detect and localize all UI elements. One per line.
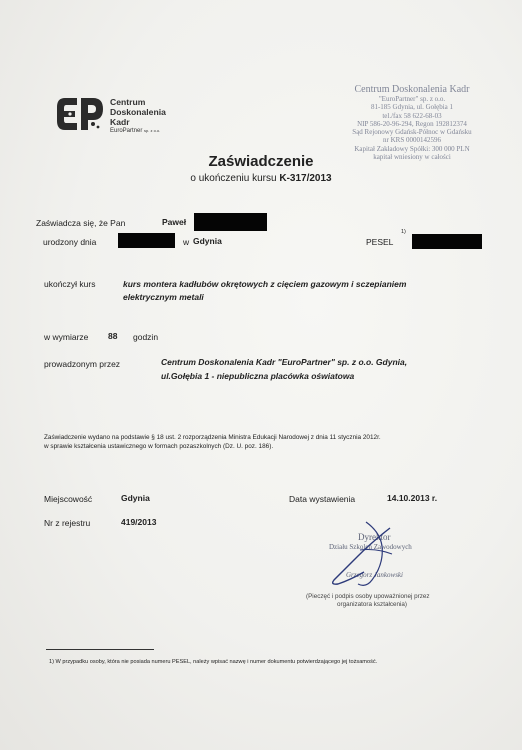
organizer-line-2: ul.Gołębia 1 - niepubliczna placówka oświatowa <box>161 371 355 381</box>
stamp-line-4: tel./fax 58 622-68-03 <box>382 111 442 120</box>
stamp-line-6: Sąd Rejonowy Gdańsk-Północ w Gdańsku <box>352 128 472 137</box>
hours-value: 88 <box>108 331 118 341</box>
logo-line-3: Kadr <box>110 117 130 127</box>
register-label: Nr z rejestru <box>44 518 91 528</box>
logo-line-2: Doskonalenia <box>110 107 166 117</box>
stamp-line-9: kapitał wniesiony w całości <box>373 153 451 162</box>
hours-unit: godzin <box>133 332 159 342</box>
course-code: K-317/2013 <box>279 173 332 184</box>
signature-stamp-name: Grzegorz Jankowski <box>346 571 403 579</box>
logo-subtitle <box>110 128 160 134</box>
issue-date-label: Data wystawienia <box>289 494 356 504</box>
logo-line-1: Centrum <box>110 97 146 107</box>
completed-label: ukończył kurs <box>44 279 96 289</box>
document-title: Zaświadczenie <box>208 153 314 170</box>
course-name-line-2: elektrycznym metali <box>123 292 204 302</box>
stamp-line-3: 81-185 Gdynia, ul. Gołębia 1 <box>370 103 454 112</box>
stamp-line-7: nr KRS 0000142596 <box>383 136 441 145</box>
redacted-pesel <box>412 234 482 249</box>
stamp-line-2: "EuroPartner" sp. z o.o. <box>378 95 446 103</box>
stamp-line-8: Kapitał Zakładowy Spółki: 300 000 PLN <box>354 144 470 153</box>
company-stamp <box>322 84 502 161</box>
stamp-line-5: NIP 586-20-96-294, Regon 192812374 <box>357 119 467 128</box>
redacted-surname <box>194 213 267 231</box>
legal-basis-line-1: Zaświadczenie wydano na podstawie § 18 ust. 2 rozporządzenia Ministra Edukacji Narodowej z dnia 11 stycznia 2012r. <box>44 434 381 441</box>
handwritten-signature-icon <box>320 520 430 592</box>
stamp-line-1: Centrum Doskonalenia Kadr <box>354 84 470 95</box>
born-label: urodzony dnia <box>43 237 97 247</box>
register-value: 419/2013 <box>121 517 157 527</box>
redacted-birthdate <box>118 233 175 248</box>
birth-city: Gdynia <box>193 236 222 246</box>
place-label: Miejscowość <box>44 494 93 504</box>
footnote-text: 1) W przypadku osoby, która nie posiada numeru PESEL, należy wpisać nazwę i numer dokumentu potwierdzającego jej tożsamość. <box>49 659 378 665</box>
born-in-label: w <box>183 237 190 247</box>
pesel-label: PESEL <box>366 237 394 247</box>
logo-sub: EuroPartner <box>110 128 143 134</box>
conducted-label: prowadzonym przez <box>44 359 121 369</box>
signature-caption-line-1: (Pieczęć i podpis osoby upoważnionej przez <box>306 593 430 600</box>
logo-wordmark <box>110 97 166 127</box>
document-subtitle <box>0 173 522 184</box>
first-name: Paweł <box>162 217 187 227</box>
subtitle-prefix: o ukończeniu kursu <box>190 173 277 184</box>
issue-date-value: 14.10.2013 r. <box>387 493 438 503</box>
hours-label: w wymiarze <box>44 332 89 342</box>
organizer-line-1: Centrum Doskonalenia Kadr "EuroPartner" sp. z o.o. Gdynia, <box>161 357 408 367</box>
certifies-label: Zaświadcza się, że Pan <box>36 218 126 228</box>
europartner-logo-icon <box>55 94 105 134</box>
course-name-line-1: kurs montera kadłubów okrętowych z cięciem gazowym i sczepianiem <box>123 279 407 289</box>
footnote-divider <box>46 649 154 650</box>
legal-basis-line-2: w sprawie kształcenia ustawicznego w formach pozaszkolnych (Dz. U. poz. 186). <box>44 443 274 450</box>
pesel-footnote-ref: 1) <box>401 229 406 235</box>
logo-sub-2: sp. z o.o. <box>144 128 161 133</box>
signature-stamp-title: Dyrektor <box>358 532 391 542</box>
signature-caption-line-2: organizatora kształcenia) <box>337 601 408 608</box>
place-value: Gdynia <box>121 493 150 503</box>
signature-stamp-dept: Działu Szkoleń Zawodowych <box>329 543 412 551</box>
